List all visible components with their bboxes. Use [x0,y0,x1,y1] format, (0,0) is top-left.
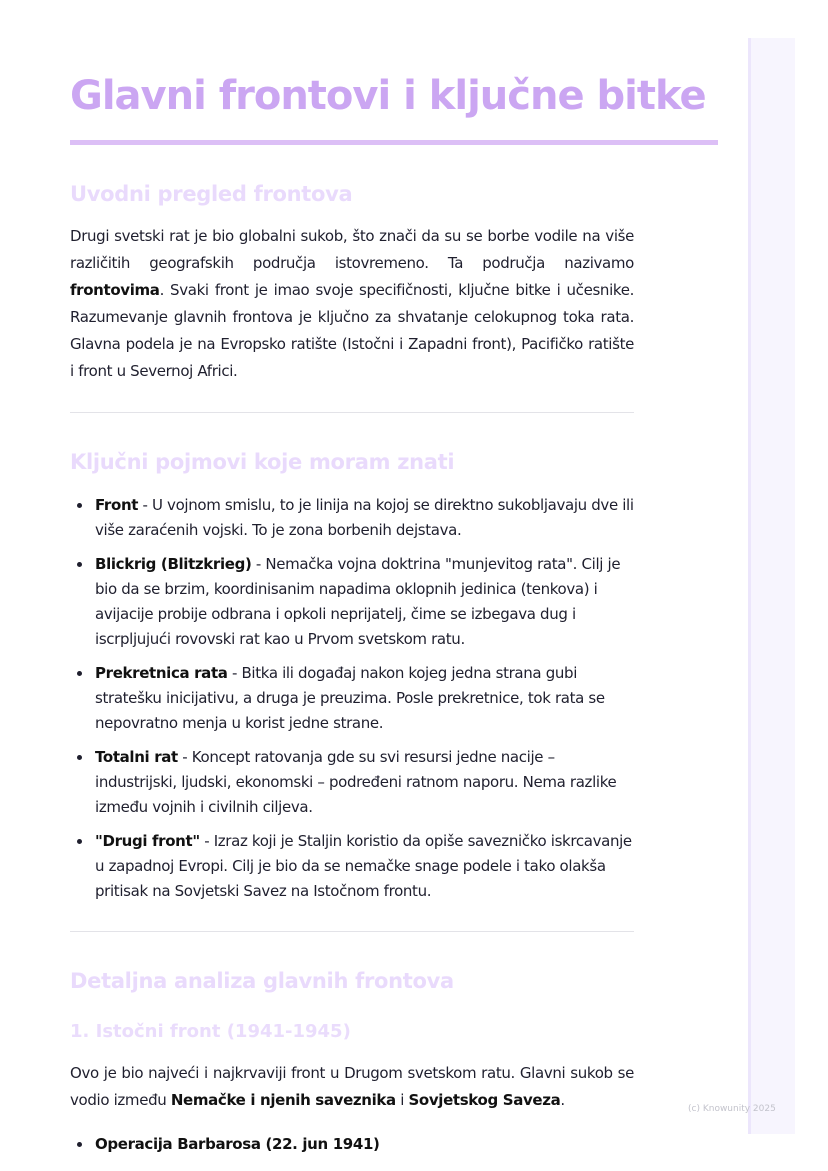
eastern-front-paragraph [70,1060,634,1114]
concept-item [70,493,634,543]
analysis-text-2: i [395,1091,409,1109]
document-content [70,181,634,1157]
concept-term: "Drugi front" [95,832,200,850]
concept-item [70,829,634,904]
eastern-front-subheading: 1. Istočni front (1941-1945) [70,1021,351,1042]
analysis-bold-2: Sovjetskog Saveza [408,1091,561,1109]
concept-description: - Nemačka vojna doktrina "munjevitog rata". Cilj je bio da se brzim, koordinisanim napadima oklopnih jedinica (tenkova) i avijacije probije odbrana i opkoli neprijatelj, čime se izbegava dug i iscrpljujući rovovski rat kao u Prvom svetskom ratu. [95,555,621,648]
concepts-heading: Ključni pojmovi koje moram znati [70,450,455,474]
concept-item [70,552,634,652]
copyright-footer: (c) Knowunity 2025 [688,1104,776,1114]
intro-paragraph [70,223,634,385]
page-sidebar [748,38,795,1134]
section-divider [70,931,634,932]
concept-description: - Koncept ratovanja gde su svi resursi jedne nacije – industrijski, ljudski, ekonomski – podređeni ratnom naporu. Nema razlike između vojnih i civilnih ciljeva. [95,748,617,816]
intro-text-1: Drugi svetski rat je bio globalni sukob, što znači da su se borbe vodile na više različitih geografskih područja istovremeno. Ta područja nazivamo [70,227,634,272]
concepts-list [70,493,634,904]
analysis-heading: Detaljna analiza glavnih frontova [70,969,454,993]
analysis-bold-1: Nemačke i njenih saveznika [170,1091,396,1109]
concept-item [70,661,634,736]
concept-term: Blickrig (Blitzkrieg) [95,555,252,573]
concept-term: Prekretnica rata [95,664,228,682]
analysis-text-3: . [560,1091,565,1109]
intro-text-2: . Svaki front je imao svoje specifičnosti, ključne bitke i učesnike. Razumevanje glavnih frontova je ključno za shvatanje celokupnog toka rata. Glavna podela je na Evropsko ratište (Istočni i Zapadni front), Pacifičko ratište i front u Severnoj Africi. [70,281,634,380]
concept-item [70,745,634,820]
list-item [70,1132,634,1157]
concept-description: - Izraz koji je Staljin koristio da opiše savezničko iskrcavanje u zapadnoj Evropi. Cilj je bio da se nemačke snage podele i tako olakša pritisak na Sovjetski Savez na Istočnom frontu. [95,832,632,900]
concept-term: Totalni rat [95,748,178,766]
intro-heading: Uvodni pregled frontova [70,182,353,206]
concept-description: - U vojnom smislu, to je linija na kojoj se direktno sukobljavaju dve ili više zaraćenih vojski. To je zona borbenih dejstava. [95,496,634,539]
concept-description: - Bitka ili događaj nakon kojeg jedna strana gubi stratešku inicijativu, a druga je preuzima. Posle prekretnice, tok rata se nepovratno menja u korist jedne strane. [95,664,605,732]
analysis-text-1: Ovo je bio najveći i najkrvaviji front u Drugom svetskom ratu. Glavni sukob se vodio između [70,1064,634,1109]
concept-term: Front [95,496,139,514]
intro-bold-term: frontovima [70,281,160,299]
eastern-front-list [70,1132,634,1157]
operation-title: Operacija Barbarosa (22. jun 1941) [95,1135,380,1153]
document-body [70,70,718,1166]
page-title: Glavni frontovi i ključne bitke [70,70,718,145]
section-divider [70,412,634,413]
